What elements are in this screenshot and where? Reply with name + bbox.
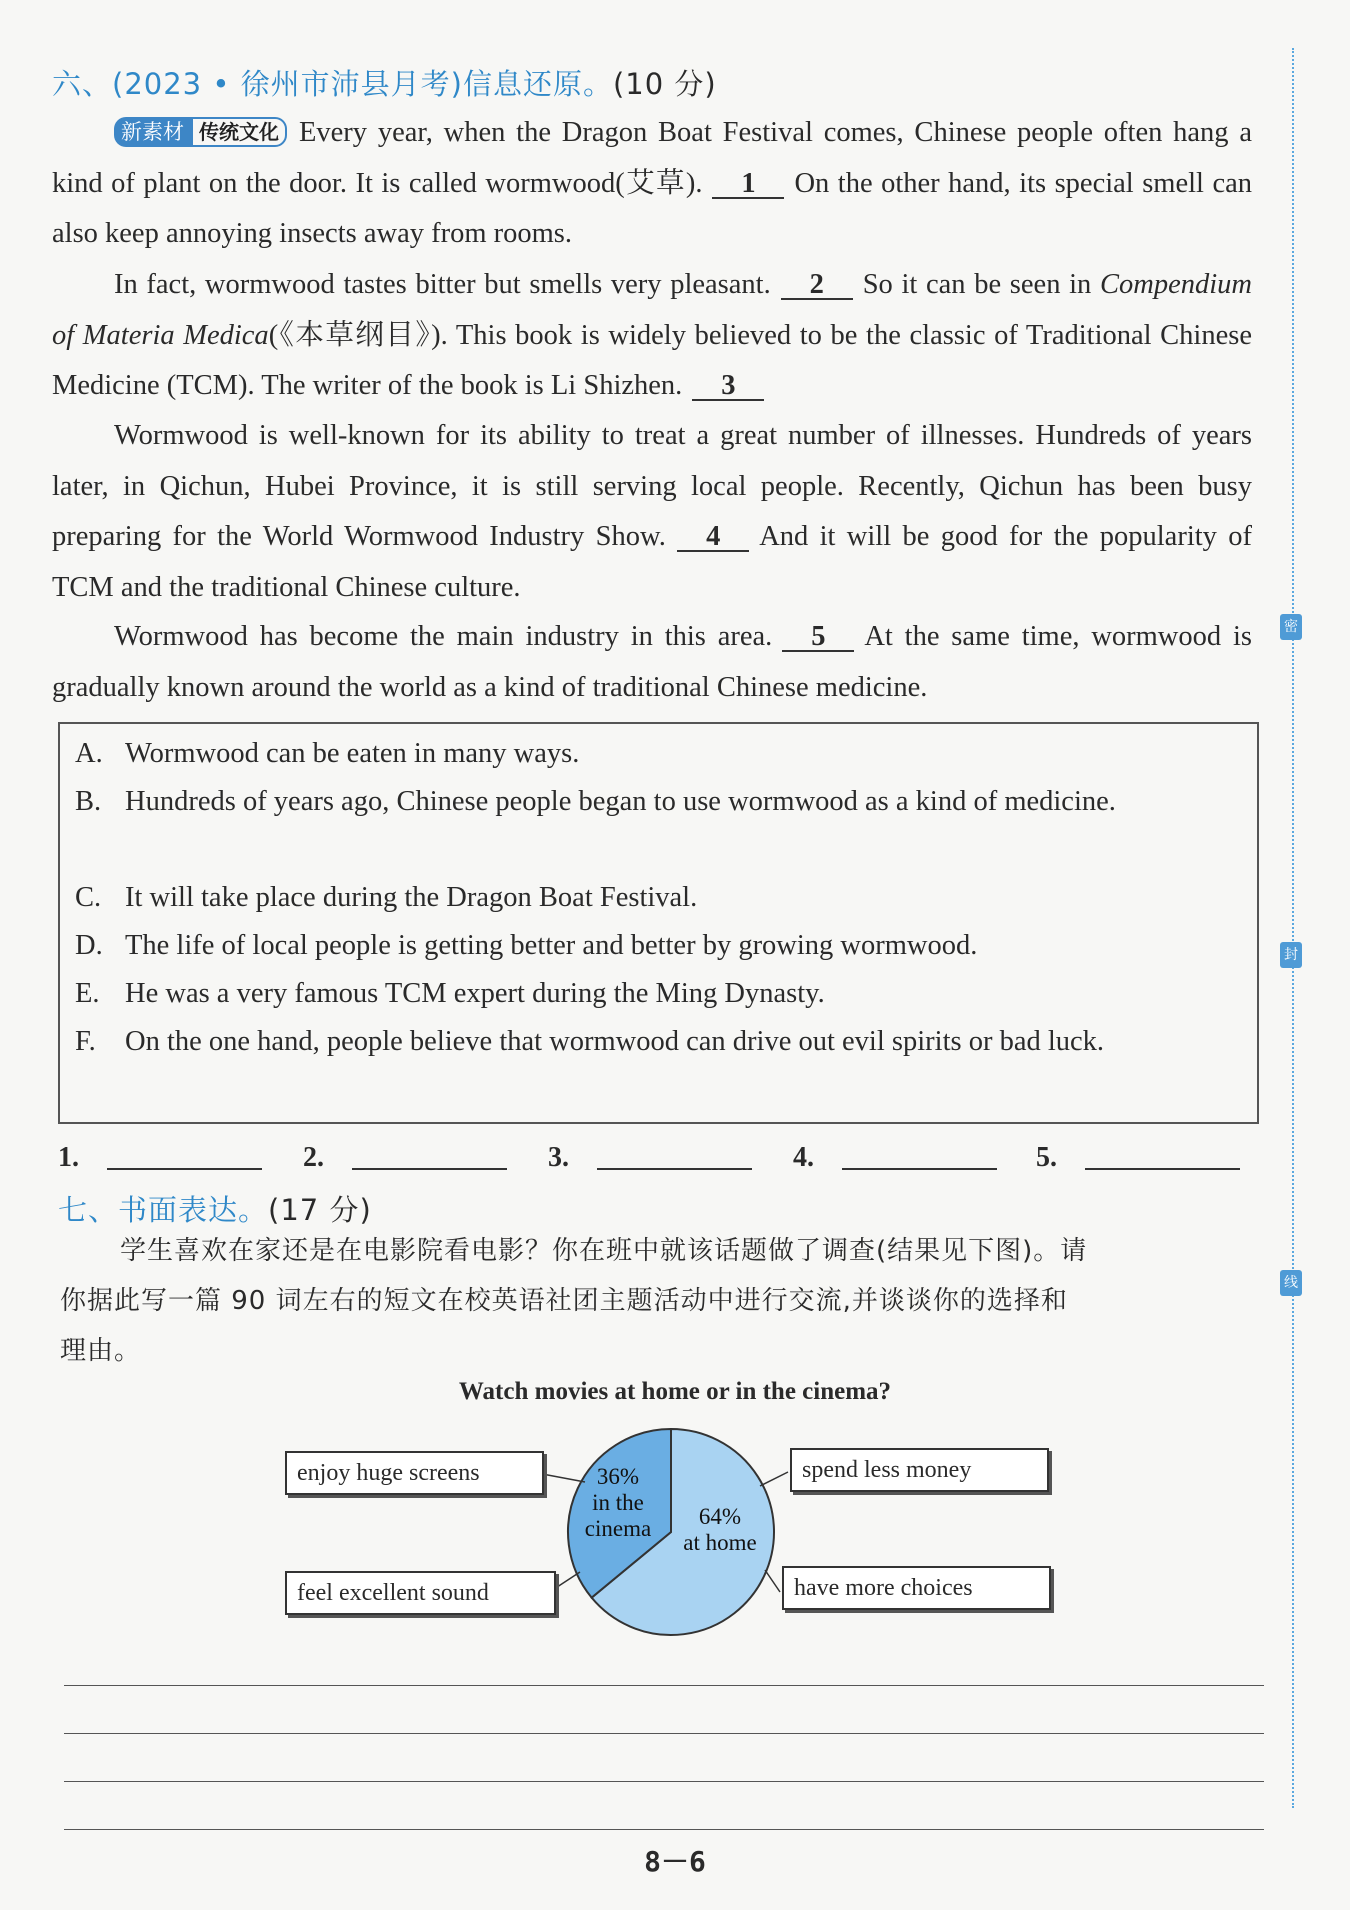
answer-1[interactable]: 1. bbox=[58, 1140, 262, 1174]
paragraph-text: (《本草纲目》). This book is widely believed to be the classic of Traditional Chinese Medicine (TCM). The writer of the book is Li Shizhen. bbox=[52, 319, 1252, 401]
blank-3: 3 bbox=[692, 373, 764, 401]
option-a: A. Wormwood can be eaten in many ways. bbox=[75, 738, 580, 769]
label-enjoy-huge-screens: enjoy huge screens bbox=[285, 1451, 544, 1495]
paragraph-text: On the other hand, its special smell can also keep annoying insects away from rooms. bbox=[52, 167, 1252, 249]
passage-paragraph-4 bbox=[52, 612, 1252, 713]
option-d: D. The life of local people is getting better and better by growing wormwood. bbox=[75, 930, 978, 961]
paragraph-text: And it will be good for the popularity of TCM and the traditional Chinese culture. bbox=[52, 521, 1252, 603]
writing-line[interactable] bbox=[64, 1733, 1264, 1734]
answer-row bbox=[58, 1140, 1258, 1180]
paragraph-text: So it can be seen in bbox=[862, 269, 1092, 300]
pie-label-home-pct: 64% bbox=[698, 1504, 742, 1529]
blank-5: 5 bbox=[782, 624, 854, 652]
options-box bbox=[58, 722, 1259, 1124]
section7-title: 七、书面表达。 bbox=[58, 1193, 269, 1227]
passage-paragraph-1 bbox=[52, 108, 1252, 260]
side-mark-xian: 线 bbox=[1280, 1270, 1302, 1296]
answer-5[interactable]: 5. bbox=[1036, 1140, 1240, 1174]
chart-title: Watch movies at home or in the cinema? bbox=[458, 1378, 892, 1405]
option-e: E. He was a very famous TCM expert during the Ming Dynasty. bbox=[75, 978, 825, 1009]
writing-line[interactable] bbox=[64, 1685, 1264, 1686]
writing-prompt: 学生喜欢在家还是在电影院看电影？你在班中就该话题做了调查(结果见下图)。请 你据此写一篇 90 词左右的短文在校英语社团主题活动中进行交流,并谈谈你的选择和 理由。 bbox=[60, 1236, 1088, 1366]
binding-dotted-line bbox=[1292, 48, 1294, 1808]
book-title: Compendium of Materia Medica bbox=[52, 269, 1252, 351]
pie-label-home-l1: at home bbox=[683, 1530, 757, 1555]
section6-title: 六、(2023 • 徐州市沛县月考)信息还原。 bbox=[52, 67, 613, 101]
pie-chart bbox=[0, 1400, 1350, 1650]
option-f: F. On the one hand, people believe that wormwood can drive out evil spirits or bad luck. bbox=[75, 1026, 1105, 1057]
paragraph-text: Wormwood is well-known for its ability to treat a great number of illnesses. Hundreds of years later, in Qichun, Hubei Province, it is still serving local people. Recently, Qichun has been busy preparing for the World Wormwood Industry Show. bbox=[52, 420, 1252, 552]
traditional-culture-tag: 传统文化 bbox=[191, 117, 287, 147]
page-number: 8－6 bbox=[644, 1845, 706, 1878]
writing-line[interactable] bbox=[64, 1781, 1264, 1782]
passage-paragraph-2 bbox=[52, 260, 1252, 412]
paragraph-text: At the same time, wormwood is gradually known around the world as a kind of traditional Chinese medicine. bbox=[52, 621, 1252, 703]
label-feel-excellent-sound: feel excellent sound bbox=[285, 1571, 556, 1615]
option-c: C. It will take place during the Dragon Boat Festival. bbox=[75, 882, 698, 913]
pie-label-cinema-l1: in the bbox=[592, 1490, 644, 1515]
passage-paragraph-3 bbox=[52, 411, 1252, 613]
answer-3[interactable]: 3. bbox=[548, 1140, 752, 1174]
new-material-tag: 新素材 bbox=[114, 117, 191, 147]
paragraph-text: Wormwood has become the main industry in this area. bbox=[114, 621, 773, 652]
pie-label-cinema-pct: 36% bbox=[596, 1464, 640, 1489]
writing-line[interactable] bbox=[64, 1829, 1264, 1830]
paragraph-text: Every year, when the Dragon Boat Festival comes, Chinese people often hang a kind of plant on the door. It is called wormwood(艾草). bbox=[52, 117, 1252, 199]
answer-4[interactable]: 4. bbox=[793, 1140, 997, 1174]
blank-1: 1 bbox=[712, 171, 784, 199]
section6-heading bbox=[52, 62, 717, 103]
section6-score: (10 分) bbox=[612, 67, 717, 101]
answer-2[interactable]: 2. bbox=[303, 1140, 507, 1174]
option-b: B. Hundreds of years ago, Chinese people began to use wormwood as a kind of medicine. bbox=[75, 786, 1116, 817]
side-mark-mi: 密 bbox=[1280, 614, 1302, 640]
pie-label-cinema-l2: cinema bbox=[584, 1516, 652, 1541]
blank-4: 4 bbox=[677, 524, 749, 552]
paragraph-text: In fact, wormwood tastes bitter but smells very pleasant. bbox=[114, 269, 771, 300]
label-have-more-choices: have more choices bbox=[782, 1566, 1051, 1610]
blank-2: 2 bbox=[781, 272, 853, 300]
section7-score: (17 分) bbox=[268, 1193, 372, 1227]
label-spend-less-money: spend less money bbox=[790, 1448, 1049, 1492]
side-mark-feng: 封 bbox=[1280, 942, 1302, 968]
section7-heading bbox=[58, 1188, 372, 1229]
